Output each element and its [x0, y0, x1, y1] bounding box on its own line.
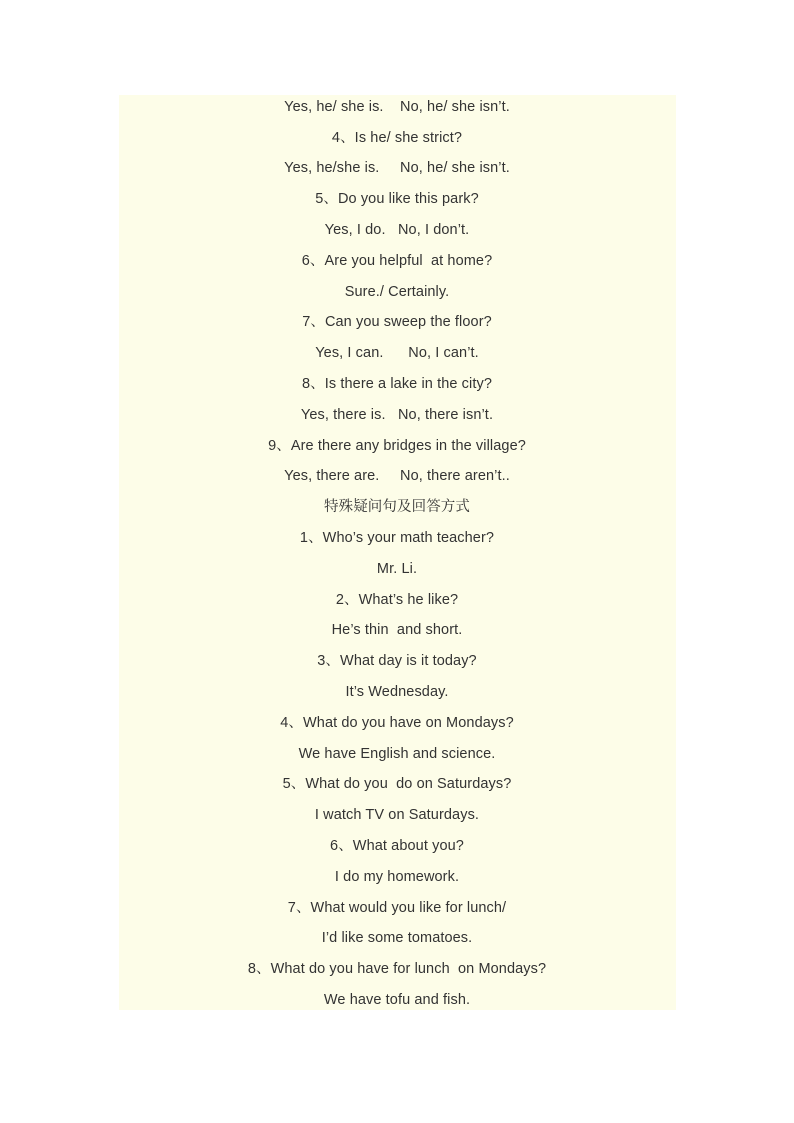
wh-answer-line-1: Mr. Li.	[376, 561, 418, 577]
section-heading: 特殊疑问句及回答方式	[324, 499, 470, 515]
answer-line-9: Yes, there are. No, there aren’t..	[284, 468, 510, 484]
question-line-5: 5、Do you like this park?	[315, 191, 479, 207]
question-line-8: 8、Is there a lake in the city?	[302, 376, 492, 392]
wh-answer-line-3: It’s Wednesday.	[345, 684, 449, 700]
wh-answer-line-2: He’s thin and short.	[331, 622, 463, 638]
answer-line-1: Yes, he/ she is. No, he/ she isn’t.	[284, 99, 510, 115]
wh-answer-line-4: We have English and science.	[298, 746, 496, 762]
answer-line-7: Yes, I can. No, I can’t.	[315, 345, 479, 361]
wh-answer-line-8: We have tofu and fish.	[323, 992, 471, 1008]
wh-question-line-8: 8、What do you have for lunch on Mondays?	[247, 961, 547, 977]
wh-answer-line-7: I’d like some tomatoes.	[321, 930, 473, 946]
answer-line-5: Yes, I do. No, I don’t.	[324, 222, 470, 238]
question-line-7: 7、Can you sweep the floor?	[302, 314, 492, 330]
question-line-6: 6、Are you helpful at home?	[301, 253, 493, 269]
answer-line-4: Yes, he/she is. No, he/ she isn’t.	[284, 160, 510, 176]
wh-question-line-7: 7、What would you like for lunch/	[287, 900, 507, 916]
wh-question-line-6: 6、What about you?	[330, 838, 464, 854]
wh-question-line-5: 5、What do you do on Saturdays?	[282, 776, 512, 792]
wh-question-line-2: 2、What’s he like?	[335, 592, 459, 608]
wh-answer-line-6: I do my homework.	[334, 869, 460, 885]
question-line-4: 4、Is he/ she strict?	[331, 130, 463, 146]
wh-question-line-4: 4、What do you have on Mondays?	[280, 715, 514, 731]
wh-question-line-3: 3、What day is it today?	[317, 653, 477, 669]
question-line-9: 9、Are there any bridges in the village?	[268, 438, 526, 454]
answer-line-8: Yes, there is. No, there isn’t.	[300, 407, 494, 423]
wh-answer-line-5: I watch TV on Saturdays.	[314, 807, 480, 823]
answer-line-6: Sure./ Certainly.	[344, 284, 450, 300]
wh-question-line-1: 1、Who’s your math teacher?	[299, 530, 495, 546]
